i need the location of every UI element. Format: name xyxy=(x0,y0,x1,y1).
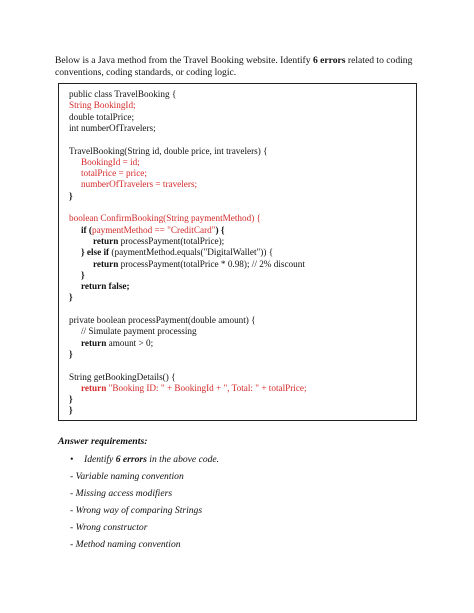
bullet-bold: 6 errors xyxy=(115,454,147,465)
bullet-text-end: in the above code. xyxy=(146,454,220,465)
code-line xyxy=(69,89,176,100)
code-line xyxy=(69,191,73,202)
intro-paragraph xyxy=(55,55,425,79)
code-line xyxy=(93,236,224,247)
requirement-item: - Method naming convention xyxy=(70,539,181,550)
code-line xyxy=(69,123,156,134)
code-line xyxy=(81,281,130,292)
code-token: processPayment(totalPrice); xyxy=(120,235,225,246)
code-token: amount > 0; xyxy=(108,337,154,348)
code-line xyxy=(93,259,305,270)
intro-text: Below is a Java method from the Travel Booking website. Identify xyxy=(55,55,313,66)
requirements-bullet xyxy=(70,454,219,465)
code-line xyxy=(69,315,256,326)
code-token: boolean ConfirmBooking(String paymentMethod) { xyxy=(69,213,261,224)
code-token: } else if xyxy=(81,247,112,258)
code-token: (paymentMethod.equals("DigitalWallet")) { xyxy=(111,247,274,258)
code-token: BookingId = id; xyxy=(81,156,140,167)
code-line xyxy=(81,168,147,179)
code-token: } xyxy=(69,405,73,416)
code-line xyxy=(69,292,73,303)
code-token: String BookingId; xyxy=(69,100,136,111)
bullet-icon: • xyxy=(70,454,74,465)
code-token: String getBookingDetails() { xyxy=(69,371,176,382)
code-token: } xyxy=(69,348,73,359)
code-line xyxy=(69,146,268,157)
code-token: return xyxy=(81,337,109,348)
intro-bold: 6 errors xyxy=(312,55,346,66)
code-token: } xyxy=(81,269,85,280)
code-token: // Simulate payment processing xyxy=(81,326,197,337)
code-token: private boolean processPayment(double amount) { xyxy=(69,315,256,325)
code-line xyxy=(81,225,224,236)
code-line xyxy=(69,372,175,383)
code-line xyxy=(81,383,307,394)
code-token: } xyxy=(69,292,73,303)
bullet-text: Identify xyxy=(84,454,116,465)
code-line xyxy=(81,157,140,168)
code-line xyxy=(69,100,136,111)
code-line xyxy=(81,338,153,349)
code-token: return xyxy=(93,235,121,246)
requirement-item: - Wrong constructor xyxy=(70,522,148,533)
code-line xyxy=(81,247,273,258)
code-token: public class TravelBooking { xyxy=(69,89,177,99)
code-token: if ( xyxy=(81,224,92,235)
code-token: int numberOfTravelers; xyxy=(69,122,156,133)
code-token: } xyxy=(69,394,73,405)
code-line xyxy=(81,270,85,281)
code-token: TravelBooking(String id, double price, int travelers) { xyxy=(69,145,268,156)
code-line xyxy=(69,394,73,405)
code-line xyxy=(81,179,197,190)
code-token: return xyxy=(81,382,109,393)
code-token: } xyxy=(69,190,73,201)
requirement-item: - Variable naming convention xyxy=(70,471,184,482)
requirement-item: - Missing access modifiers xyxy=(70,488,173,499)
code-line xyxy=(69,405,73,416)
code-token: return false; xyxy=(81,281,130,292)
requirement-item: - Wrong way of comparing Strings xyxy=(70,505,203,516)
code-token: totalPrice = price; xyxy=(81,168,147,179)
code-token: return xyxy=(93,258,121,269)
intro-text-end: related to coding conventions, coding standards, or coding logic. xyxy=(55,55,413,78)
code-token: ) { xyxy=(215,224,225,235)
code-line xyxy=(81,326,197,337)
requirements-title: Answer requirements: xyxy=(58,436,148,447)
code-token: numberOfTravelers = travelers; xyxy=(81,179,198,190)
code-line xyxy=(69,349,73,360)
code-token: processPayment(totalPrice * 0.98); // 2% discount xyxy=(120,258,305,269)
code-block xyxy=(58,83,417,421)
code-token: paymentMethod == "CreditCard" xyxy=(91,224,216,235)
code-token: double totalPrice; xyxy=(69,111,135,122)
code-line xyxy=(69,213,261,224)
code-line xyxy=(69,112,134,123)
code-token: "Booking ID: " + BookingId + ", Total: " + totalPrice; xyxy=(108,382,307,393)
